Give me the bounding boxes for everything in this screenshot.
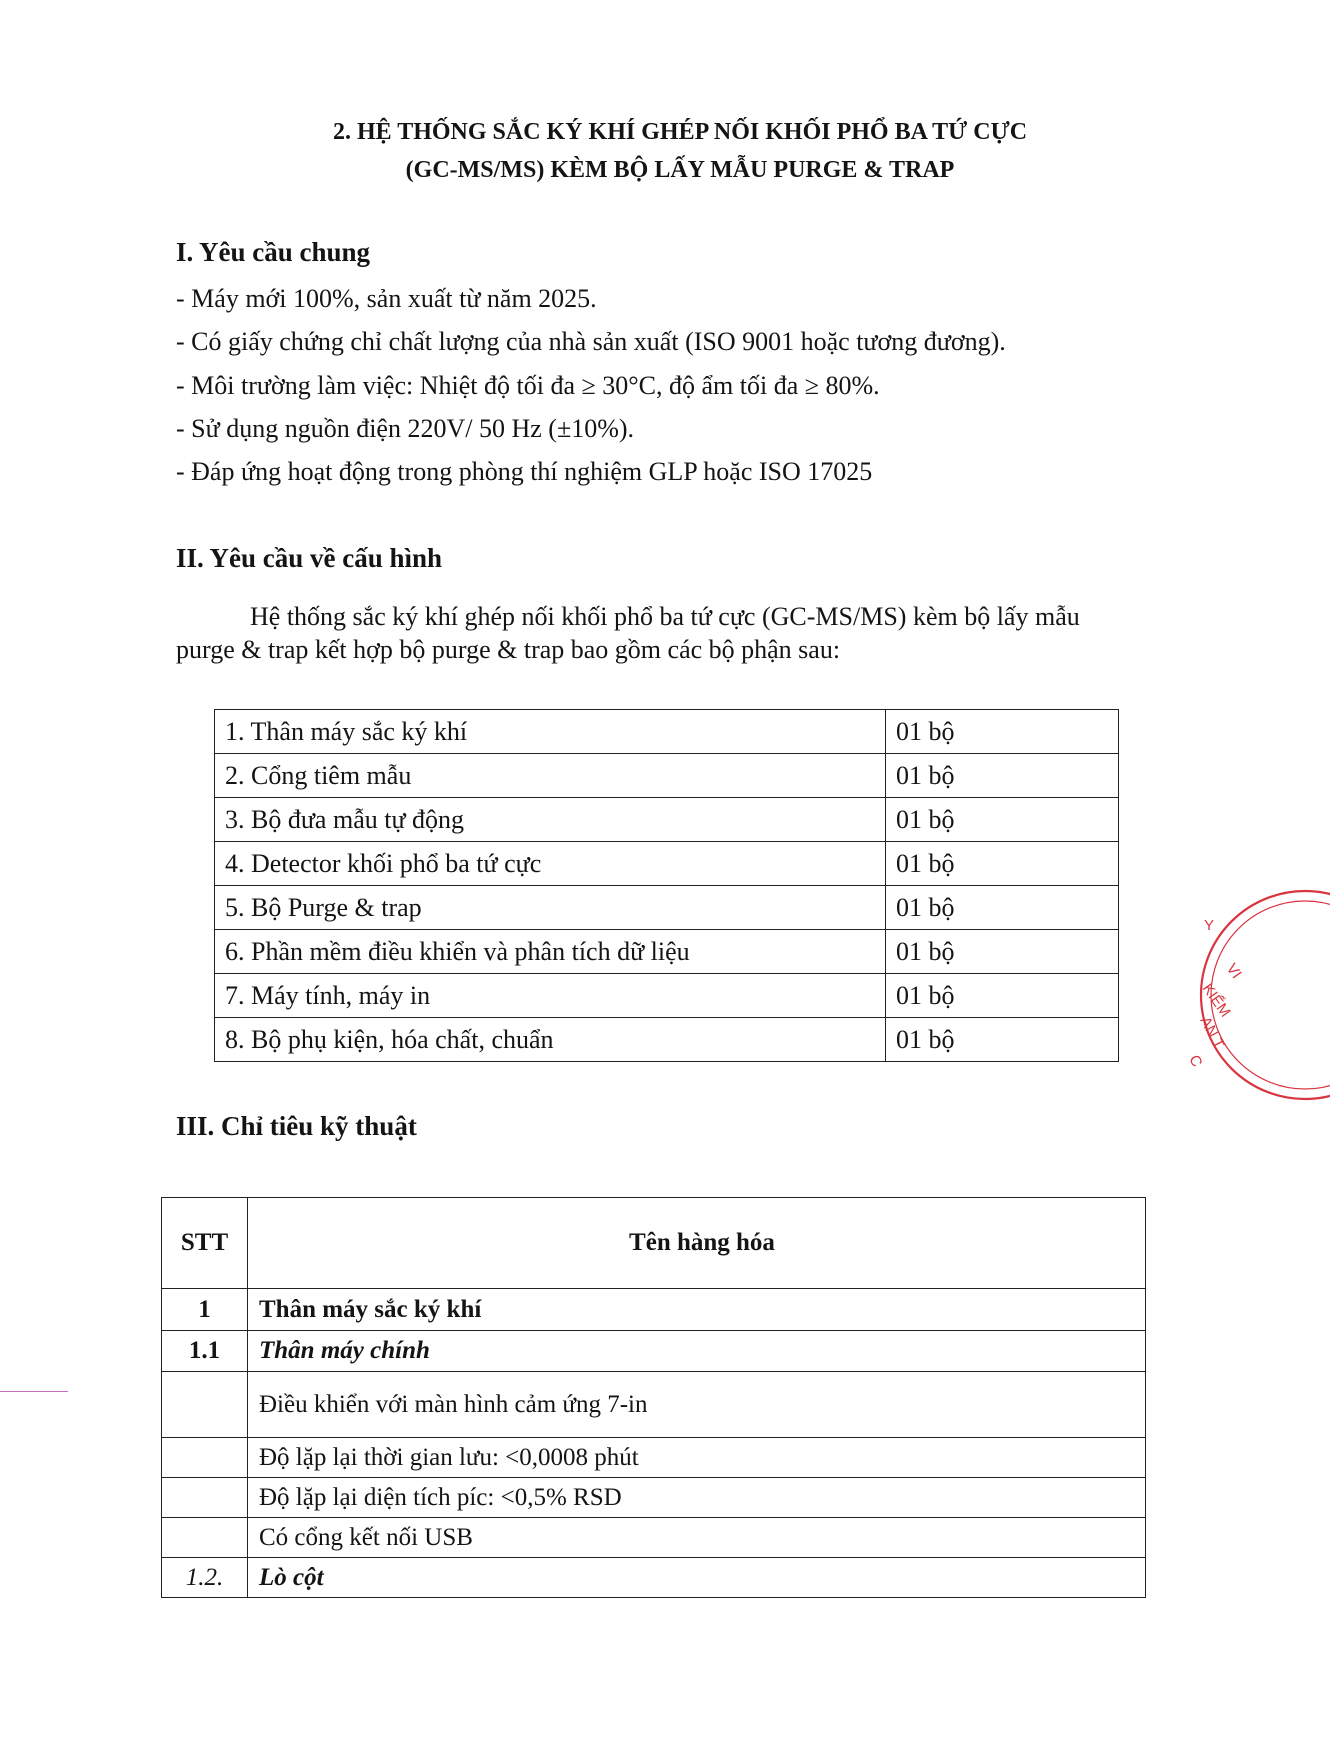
row-name: Độ lặp lại thời gian lưu: <0,0008 phút xyxy=(248,1438,1146,1478)
config-item: 7. Máy tính, máy in xyxy=(215,974,886,1018)
table-row xyxy=(162,1289,1146,1331)
stamp-text: KIỂM xyxy=(1198,980,1234,1021)
table-row xyxy=(162,1518,1146,1558)
row-stt xyxy=(162,1372,248,1438)
table-row xyxy=(215,974,1119,1018)
row-stt xyxy=(162,1518,248,1558)
table-row xyxy=(215,930,1119,974)
section-1-heading: I. Yêu cầu chung xyxy=(176,237,371,267)
table-row xyxy=(162,1438,1146,1478)
row-stt xyxy=(162,1478,248,1518)
column-header-name: Tên hàng hóa xyxy=(248,1198,1146,1289)
config-qty: 01 bộ xyxy=(886,754,1119,798)
table-row xyxy=(215,798,1119,842)
specification-table xyxy=(161,1197,1146,1598)
config-item: 6. Phần mềm điều khiển và phân tích dữ liệu xyxy=(215,930,886,974)
table-row xyxy=(215,710,1119,754)
stamp-text: AN T xyxy=(1196,1013,1228,1052)
config-item: 2. Cổng tiêm mẫu xyxy=(215,754,886,798)
title-line-1: 2. HỆ THỐNG SẮC KÝ KHÍ GHÉP NỐI KHỐI PHỔ BA TỨ CỰC xyxy=(332,119,1028,145)
config-qty: 01 bộ xyxy=(886,842,1119,886)
row-name: Có cổng kết nối USB xyxy=(248,1518,1146,1558)
configuration-intro: Hệ thống sắc ký khí ghép nối khối phổ ba tứ cực (GC-MS/MS) kèm bộ lấy mẫu purge & trap kết hợp bộ purge & trap bao gồm các bộ phận sau: xyxy=(176,602,1080,664)
stamp-inner-ring xyxy=(1211,901,1330,1089)
row-name: Thân máy sắc ký khí xyxy=(248,1289,1146,1331)
table-row xyxy=(162,1331,1146,1372)
row-stt: 1 xyxy=(162,1289,248,1331)
table-row xyxy=(215,1018,1119,1062)
requirement-item: - Đáp ứng hoạt động trong phòng thí nghiệm GLP hoặc ISO 17025 xyxy=(176,457,873,486)
row-stt xyxy=(162,1438,248,1478)
table-row xyxy=(215,754,1119,798)
row-name: Lò cột xyxy=(248,1558,1146,1598)
table-header-row xyxy=(162,1198,1146,1289)
section-2-heading: II. Yêu cầu về cấu hình xyxy=(176,543,443,573)
config-item: 5. Bộ Purge & trap xyxy=(215,886,886,930)
row-name: Độ lặp lại diện tích píc: <0,5% RSD xyxy=(248,1478,1146,1518)
requirement-item: - Có giấy chứng chỉ chất lượng của nhà sản xuất (ISO 9001 hoặc tương đương). xyxy=(176,327,1006,356)
row-name: Thân máy chính xyxy=(248,1331,1146,1372)
config-item: 1. Thân máy sắc ký khí xyxy=(215,710,886,754)
table-row xyxy=(162,1372,1146,1438)
requirement-item: - Sử dụng nguồn điện 220V/ 50 Hz (±10%). xyxy=(176,414,635,443)
row-stt: 1.1 xyxy=(162,1331,248,1372)
table-row xyxy=(215,886,1119,930)
table-row xyxy=(215,842,1119,886)
row-stt: 1.2. xyxy=(162,1558,248,1598)
table-row xyxy=(162,1478,1146,1518)
config-qty: 01 bộ xyxy=(886,710,1119,754)
column-header-stt: STT xyxy=(162,1198,248,1289)
config-qty: 01 bộ xyxy=(886,974,1119,1018)
row-name: Điều khiển với màn hình cảm ứng 7-in xyxy=(248,1372,1146,1438)
document-title xyxy=(200,113,1160,189)
margin-mark xyxy=(0,1391,68,1392)
requirement-item: - Máy mới 100%, sản xuất từ năm 2025. xyxy=(176,284,597,313)
stamp-text: Y xyxy=(1204,917,1215,934)
config-qty: 01 bộ xyxy=(886,1018,1119,1062)
red-seal-stamp xyxy=(1180,880,1330,1110)
requirement-item: - Môi trường làm việc: Nhiệt độ tối đa ≥ 30°C, độ ẩm tối đa ≥ 80%. xyxy=(176,371,880,400)
stamp-text: VI xyxy=(1222,960,1245,982)
section-3-heading: III. Chỉ tiêu kỹ thuật xyxy=(176,1111,417,1141)
title-line-2: (GC-MS/MS) KÈM BỘ LẤY MẪU PURGE & TRAP xyxy=(405,157,955,183)
stamp-text: C xyxy=(1185,1052,1206,1070)
config-item: 4. Detector khối phổ ba tứ cực xyxy=(215,842,886,886)
config-item: 8. Bộ phụ kiện, hóa chất, chuẩn xyxy=(215,1018,886,1062)
config-qty: 01 bộ xyxy=(886,798,1119,842)
config-qty: 01 bộ xyxy=(886,886,1119,930)
config-item: 3. Bộ đưa mẫu tự động xyxy=(215,798,886,842)
table-row xyxy=(162,1558,1146,1598)
config-qty: 01 bộ xyxy=(886,930,1119,974)
configuration-table xyxy=(214,709,1119,1062)
